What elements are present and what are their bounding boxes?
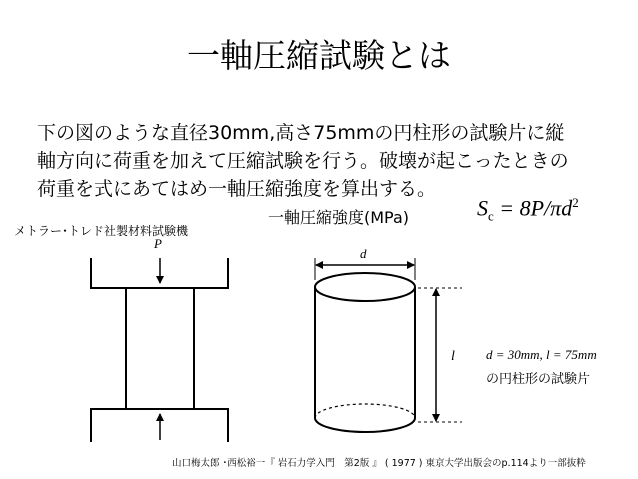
formula-superscript: 2 <box>572 195 579 210</box>
formula-rhs: = 8P/πd <box>493 195 573 221</box>
description-line-1: 下の図のような直径30mm,高さ75mmの円柱形の試験片に縦 <box>37 122 565 144</box>
height-label: l <box>451 349 455 364</box>
cylinder-bottom-back <box>315 404 415 418</box>
description-line-2: 軸方向に荷重を加えて圧縮試験を行う。破壊が起こったときの <box>37 150 569 172</box>
cylinder-specimen <box>315 273 415 432</box>
strength-label: 一軸圧縮強度(MPa) <box>268 208 410 227</box>
diameter-label: d <box>360 246 367 261</box>
load-label: P <box>154 236 162 251</box>
cylinder-bottom-front <box>315 418 415 432</box>
specimen-label: の円柱形の試験片 <box>486 372 591 387</box>
page-title: 一軸圧縮試験とは <box>187 36 451 75</box>
source-citation: 山口梅太郎 ･西松裕一『 岩石力学入門 第2版 』 ( 1977 ) 東京大学出版会のp.114より一部抜粋 <box>172 458 586 469</box>
cylinder-top <box>315 273 415 301</box>
machine-label: メトラー･トレド社製材料試験機 <box>14 224 189 238</box>
description-line-3: 荷重を式にあてはめ一軸圧縮強度を算出する。 <box>37 178 437 200</box>
specimen-dimensions: d = 30mm, l = 75mm <box>486 347 597 362</box>
formula-subscript: c <box>488 208 494 224</box>
formula-lhs: S <box>477 195 488 221</box>
